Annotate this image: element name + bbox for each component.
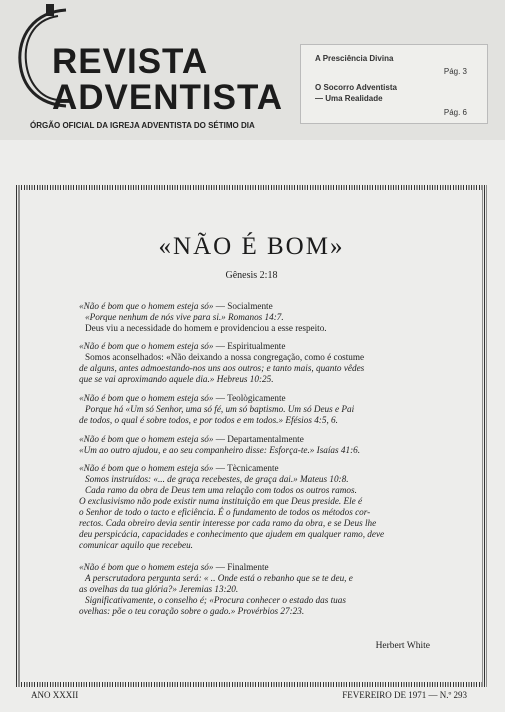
contents-box	[300, 44, 488, 124]
section-line: comunicar aquilo que recebeu.	[79, 540, 193, 550]
issue-date-number: FEVEREIRO DE 1971 — N.º 293	[342, 690, 467, 700]
section-line: Somos aconselhados: «Não deixando a nossa congregação, como é costume	[85, 352, 365, 362]
section-heading: — Departamentalmente	[213, 434, 304, 444]
section-teologicamente	[79, 393, 464, 426]
section-quote: «Não é bom que o homem esteja só»	[79, 463, 214, 473]
section-heading: — Espiritualmente	[213, 341, 286, 351]
section-line: de todos, o qual é sobre todos, e por todos e em todos.» Efésios 4:5, 6.	[79, 415, 338, 425]
section-quote: «Não é bom que o homem esteja só»	[79, 393, 214, 403]
section-line: o Senhor de todo o tacto e eficiência. É o fundamento de todos os métodos cor-	[79, 507, 371, 517]
section-socialmente	[79, 301, 464, 334]
section-line: «Porque nenhum de nós vive para si.» Romanos 14:7.	[85, 312, 284, 322]
section-finalmente	[79, 562, 464, 617]
masthead-title-line1: REVISTA	[52, 42, 209, 81]
article-author: Herbert White	[375, 641, 430, 651]
section-line: deu perspicácia, capacidades e conhecimento que ajudem em qualquer ramo, deve	[79, 529, 385, 539]
section-line: Cada ramo da obra de Deus tem uma relação com todos os outros ramos.	[85, 485, 357, 495]
section-line: rectos. Cada obreiro devia sentir interesse por cada ramo da obra, e se Deus lhe	[79, 518, 377, 528]
section-line: A perscrutadora pergunta será: « .. Onde está o rebanho que se te deu, e	[85, 573, 353, 583]
section-line: Somos instruídos: «... de graça recebestes, de graça dai.» Mateus 10:8.	[85, 474, 349, 484]
masthead-title-line2: ADVENTISTA	[52, 78, 284, 117]
masthead-tagline: ÓRGÃO OFICIAL DA IGREJA ADVENTISTA DO SÉTIMO DIA	[30, 121, 255, 130]
section-line: que se vai aproximando aquele dia.» Hebreus 10:25.	[79, 374, 274, 384]
section-espiritualmente	[79, 341, 464, 385]
section-line: as ovelhas da tua glória?» Jeremias 13:20.	[79, 584, 239, 594]
section-line: O exclusivismo não pode existir numa instituição em que Deus preside. Ele é	[79, 496, 363, 506]
article-body	[21, 190, 482, 682]
section-line: ovelhas: põe o teu coração sobre o gado.» Provérbios 27:23.	[79, 606, 305, 616]
masthead	[0, 0, 505, 140]
section-heading: — Teològicamente	[213, 393, 286, 403]
section-quote: «Não é bom que o homem esteja só»	[79, 434, 214, 444]
section-quote: «Não é bom que o homem esteja só»	[79, 562, 214, 572]
article-title: «NÃO É BOM»	[158, 233, 345, 260]
section-line: Significativamente, o conselho é; «Procura conhecer o estado das tuas	[85, 595, 346, 605]
contents-item-title: O Socorro Adventista	[315, 83, 397, 92]
section-quote: «Não é bom que o homem esteja só»	[79, 341, 214, 351]
contents-item-page: Pág. 6	[443, 108, 467, 117]
issue-year: ANO XXXII	[31, 690, 79, 700]
section-quote: «Não é bom que o homem esteja só»	[79, 301, 214, 311]
section-heading: — Finalmente	[213, 562, 269, 572]
article-frame	[16, 185, 487, 687]
section-line: Deus viu a necessidade do homem e providenciou a esse respeito.	[85, 323, 327, 333]
section-heading: — Tècnicamente	[213, 463, 279, 473]
contents-item-title: — Uma Realidade	[315, 94, 383, 103]
section-line: Porque há «Um só Senhor, uma só fé, um só baptismo. Um só Deus e Pai	[85, 404, 355, 414]
section-departamentalmente	[79, 434, 464, 456]
article-reference: Gênesis 2:18	[225, 270, 278, 281]
section-line: de alguns, antes admoestando-nos uns aos outros; e tanto mais, quanto vêdes	[79, 363, 365, 373]
contents-item-title: A Presciência Divina	[315, 54, 394, 63]
contents-item-page: Pág. 3	[443, 67, 467, 76]
section-tecnicamente	[79, 463, 464, 551]
section-line: «Um ao outro ajudou, e ao seu companheiro disse: Esforça-te.» Isaías 41:6.	[79, 445, 361, 455]
section-heading: — Socialmente	[213, 301, 273, 311]
